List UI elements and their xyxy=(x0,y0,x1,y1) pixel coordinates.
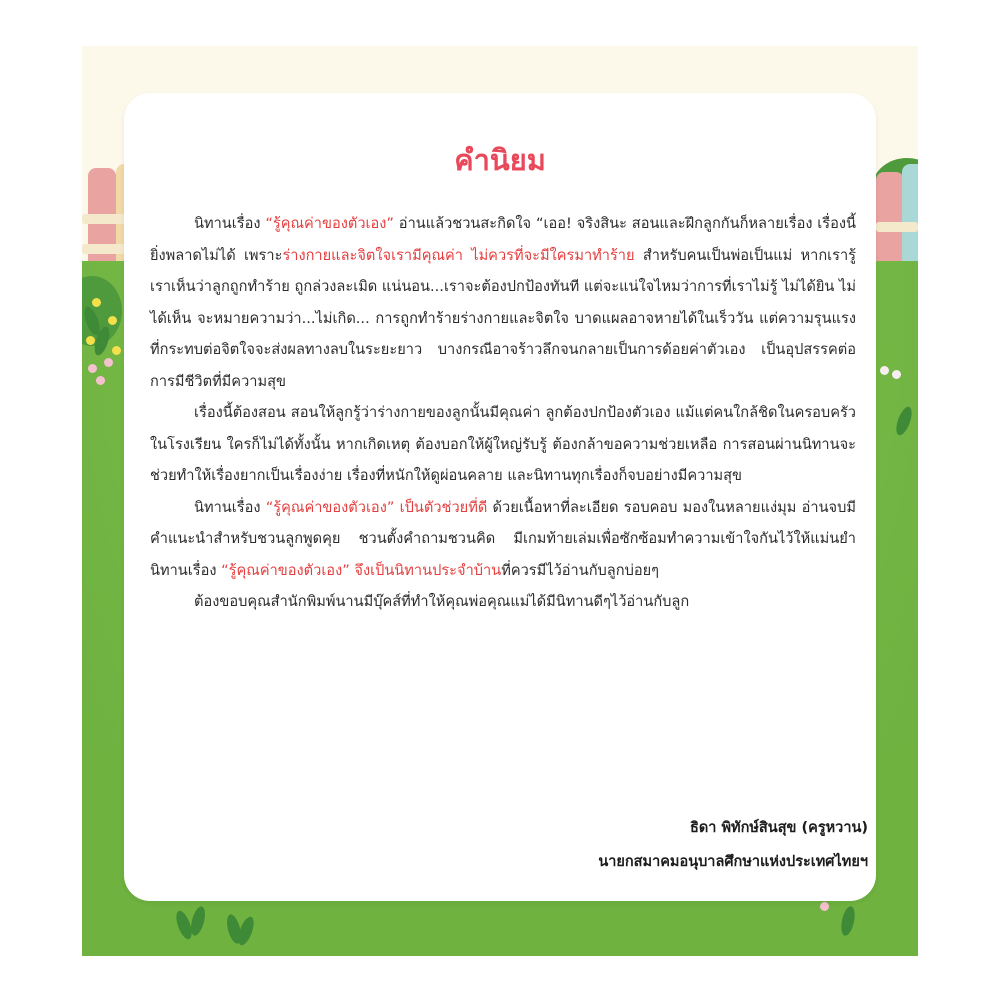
paragraph-text: ด้วยเนื้อหาที่ละเอียด รอบคอบ มองในหลายแง่มุม อ่านจบมีคำแนะนำสำหรับชวนลูกพูดคุย ชวนตั้งคำถามชวนคิด มีเกมท้ายเล่มเพื่อซักซ้อมทำความเข้าใจกันไว้ให้แม่นยำ นิทานเรื่อง xyxy=(150,498,856,579)
highlighted-text: “รู้คุณค่าของตัวเอง” จึงเป็นนิทานประจำบ้าน xyxy=(221,561,502,579)
foreword-body xyxy=(150,208,856,618)
white-flower xyxy=(892,370,901,379)
paragraph xyxy=(150,397,856,492)
pink-flower xyxy=(820,902,829,911)
paragraph xyxy=(150,208,856,397)
author-name: ธิดา พิทักษ์สินสุข (ครูหวาน) xyxy=(690,820,868,836)
paragraph-text: อ่านแล้วชวนสะกิดใจ “เออ! จริงสินะ สอนและฝึกลูกกันก็หลายเรื่อง เรื่องนี้ยิ่งพลาดไม่ได้ เพราะ xyxy=(150,215,856,264)
paragraph-text: นิทานเรื่อง xyxy=(194,215,266,232)
paragraph-text: นิทานเรื่อง xyxy=(194,498,266,516)
pink-flower xyxy=(96,376,105,385)
white-flower xyxy=(880,366,889,375)
author-position: นายกสมาคมอนุบาลศึกษาแห่งประเทศไทยฯ xyxy=(598,854,868,870)
highlighted-text: “รู้คุณค่าของตัวเอง” xyxy=(265,215,394,232)
paragraph-text: ต้องขอบคุณสำนักพิมพ์นานมีบุ๊คส์ที่ทำให้คุณพ่อคุณแม่ได้มีนิทานดีๆไว้อ่านกับลูก xyxy=(194,593,690,610)
yellow-flower xyxy=(108,316,117,325)
pink-flower xyxy=(88,364,97,373)
paragraph xyxy=(150,586,856,618)
page-title: คำนิยม xyxy=(454,143,546,177)
yellow-flower xyxy=(86,336,95,345)
yellow-flower xyxy=(92,298,101,307)
highlighted-text: ร่างกายและจิตใจเรามีคุณค่า ไม่ควรที่จะมีใครมาทำร้าย xyxy=(282,246,635,264)
pink-flower xyxy=(104,358,113,367)
paragraph xyxy=(150,492,856,587)
fence-rail xyxy=(876,222,918,232)
yellow-flower xyxy=(112,346,121,355)
signature-block xyxy=(598,811,868,879)
highlighted-text: “รู้คุณค่าของตัวเอง” เป็นตัวช่วยที่ดี xyxy=(265,498,488,516)
paragraph-text: เรื่องนี้ต้องสอน สอนให้ลูกรู้ว่าร่างกายของลูกนั้นมีคุณค่า ลูกต้องปกป้องตัวเอง แม้แต่คนใกล้ชิดในครอบครัว ในโรงเรียน ใครก็ไม่ได้ทั้งนั้น หากเกิดเหตุ ต้องบอกให้ผู้ใหญ่รับรู้ ต้องกล้าขอความช่วยเหลือ การสอนผ่านนิทานจะช่วยทำให้เรื่องยากเป็นเรื่องง่าย เรื่องที่หนักให้ดูผ่อนคลาย และนิทานทุกเรื่องก็จบอย่างมีความสุข xyxy=(150,404,856,484)
paragraph-text: สำหรับคนเป็นพ่อเป็นแม่ หากเรารู้เราเห็นว่าลูกถูกทำร้าย ถูกล่วงละเมิด แน่นอน...เราจะต้องปกป้องทันที แต่จะแน่ใจไหมว่าการที่เราไม่รู้ ไม่ได้ยิน ไม่ได้เห็น จะหมายความว่า...ไม่เกิด... การถูกทำร้ายร่างกายและจิตใจ บาดแผลอาจหายได้ในเร็ววัน แต่ความรุนแรงที่กระทบต่อจิตใจจะส่งผลทางลบในระยะยาว บางกรณีอาจร้าวลึกจนกลายเป็นการด้อยค่าตัวเอง เป็นอุปสรรคต่อการมีชีวิตที่มีความสุข xyxy=(150,246,857,390)
paragraph-text: ที่ควรมีไว้อ่านกับลูกบ่อยๆ xyxy=(501,561,660,579)
